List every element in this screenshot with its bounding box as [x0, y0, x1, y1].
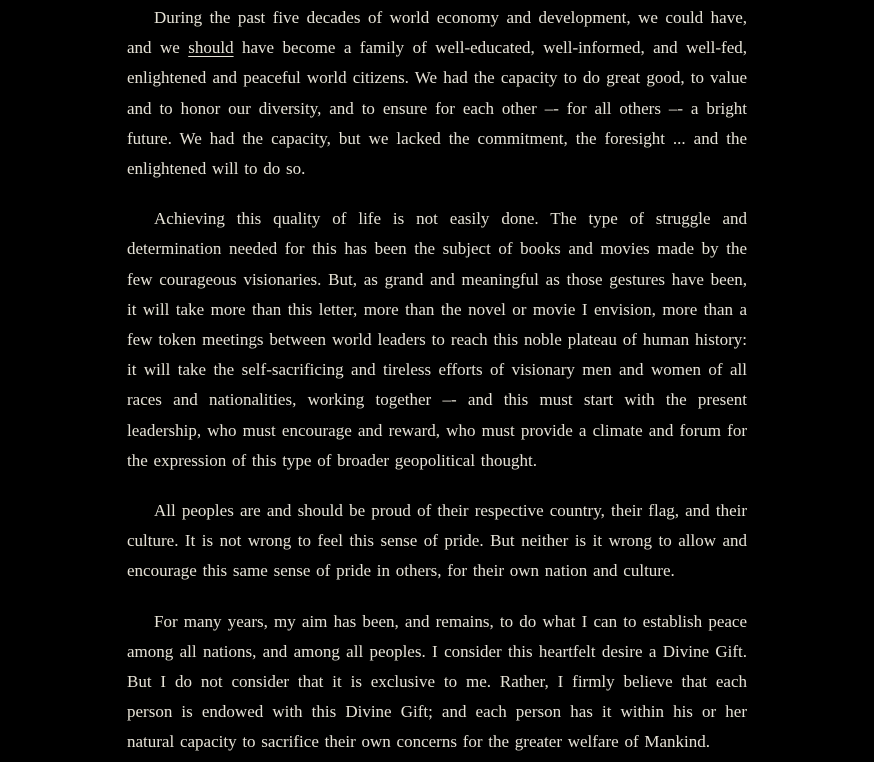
- paragraph-1-text-after: have become a family of well-educated, well-informed, and well-fed, enlightened and peaceful world citizens. We had the capacity to do great good, to value and to honor our diversity, and to ensure for each other –- for all others –- a bright future. We had the capacity, but we lacked the commitment, the foresight ... and the enlightened will to do so.: [127, 38, 747, 179]
- underlined-word-should: should: [188, 38, 234, 58]
- document-page: [127, 0, 747, 758]
- paragraph-1-text-before: During the past five decades of world economy and development, we could have, and we: [127, 8, 747, 58]
- paragraph-1: [127, 3, 747, 184]
- paragraph-3: All peoples are and should be proud of their respective country, their flag, and their culture. It is not wrong to feel this sense of pride. But neither is it wrong to allow and encourage this same sense of pride in others, for their own nation and culture.: [127, 501, 747, 581]
- paragraph-2: Achieving this quality of life is not easily done. The type of struggle and determination needed for this has been the subject of books and movies made by the few courageous visionaries. But, as grand and meaningful as those gestures have been, it will take more than this letter, more than the novel or movie I envision, more than a few token meetings between world leaders to reach this noble plateau of human history: it will take the self-sacrificing and tireless efforts of visionary men and women of all races and nationalities, working together –- and this must start with the present leadership, who must encourage and reward, who must provide a climate and forum for the expression of this type of broader geopolitical thought.: [127, 209, 747, 470]
- paragraph-4: For many years, my aim has been, and remains, to do what I can to establish peace among all nations, and among all peoples. I consider this heartfelt desire a Divine Gift. But I do not consider that it is exclusive to me. Rather, I firmly believe that each person is endowed with this Divine Gift; and each person has it within his or her natural capacity to sacrifice their own concerns for the greater welfare of Mankind.: [127, 611, 747, 752]
